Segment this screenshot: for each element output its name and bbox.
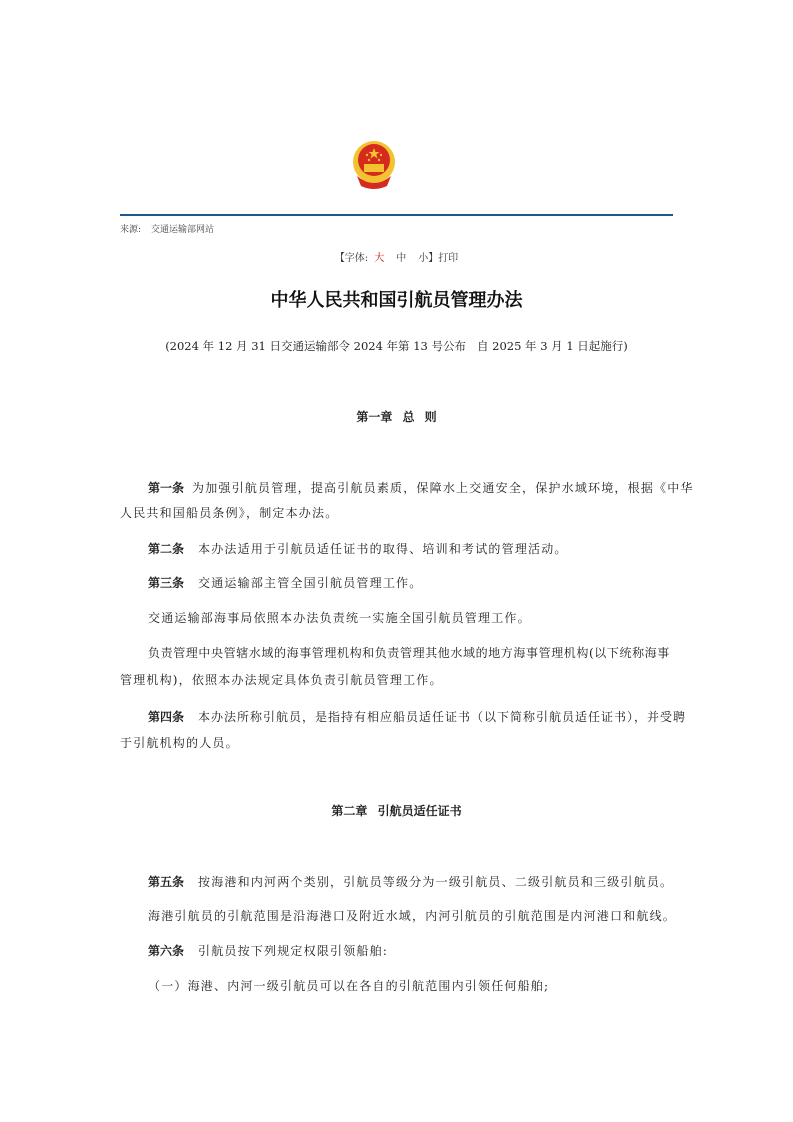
article-text: 本办法适用于引航员适任证书的取得、培训和考试的管理活动。	[198, 542, 568, 556]
article-label: 第二条	[148, 542, 185, 556]
article-line	[148, 873, 673, 890]
article-text: 为加强引航员管理，提高引航员素质，保障水上交通安全，保护水域环境，根据《中华	[192, 481, 694, 495]
article-text: 本办法所称引航员，是指持有相应船员适任证书（以下简称引航员适任证书），并受聘	[198, 710, 687, 724]
print-button[interactable]: 打印	[438, 253, 459, 264]
article-line	[148, 540, 568, 557]
source-value: 交通运输部网站	[151, 225, 215, 235]
chapter-heading: 第一章 总 则	[356, 410, 437, 424]
font-large-button[interactable]: 大	[374, 253, 385, 264]
article-line: （一）海港、内河一级引航员可以在各自的引航范围内引领任何船舶;	[148, 979, 550, 993]
article-label: 第六条	[148, 944, 185, 958]
article-label: 第四条	[148, 710, 185, 724]
font-small-button[interactable]: 小	[418, 253, 429, 264]
article-text: 按海港和内河两个类别，引航员等级分为一级引航员、二级引航员和三级引航员。	[198, 875, 674, 889]
source-label: 来源:	[120, 225, 142, 235]
header-divider	[120, 214, 673, 216]
article-line	[148, 574, 422, 591]
article-line	[148, 708, 686, 725]
document-subtitle: (2024 年 12 月 31 日交通运输部令 2024 年第 13 号公布 自 2025 年 3 月 1 日起施行)	[165, 339, 628, 353]
font-size-prefix: 【字体:	[334, 253, 369, 264]
article-line: 于引航机构的人员。	[120, 736, 239, 750]
article-text: 引航员按下列规定权限引领船舶:	[198, 944, 389, 958]
chapter-heading: 第二章 引航员适任证书	[331, 804, 462, 818]
source-line	[120, 222, 224, 235]
article-label: 第一条	[148, 481, 185, 495]
document-title: 中华人民共和国引航员管理办法	[270, 290, 523, 311]
national-emblem-icon	[349, 140, 399, 190]
font-size-suffix: 】	[428, 253, 439, 264]
font-size-controls	[0, 249, 793, 264]
font-medium-button[interactable]: 中	[396, 253, 407, 264]
article-label: 第三条	[148, 576, 185, 590]
article-line	[148, 942, 388, 959]
article-line	[148, 479, 694, 496]
article-label: 第五条	[148, 875, 185, 889]
article-line: 交通运输部海事局依照本办法负责统一实施全国引航员管理工作。	[148, 611, 531, 625]
article-line: 负责管理中央管辖水域的海事管理机构和负责管理其他水域的地方海事管理机构(以下统称海事	[148, 646, 670, 660]
article-line: 人民共和国船员条例》，制定本办法。	[120, 506, 339, 520]
article-line: 海港引航员的引航范围是沿海港口及附近水域，内河引航员的引航范围是内河港口和航线。	[148, 909, 677, 923]
article-text: 交通运输部主管全国引航员管理工作。	[198, 576, 423, 590]
article-line: 管理机构)，依照本办法规定具体负责引航员管理工作。	[120, 673, 443, 687]
